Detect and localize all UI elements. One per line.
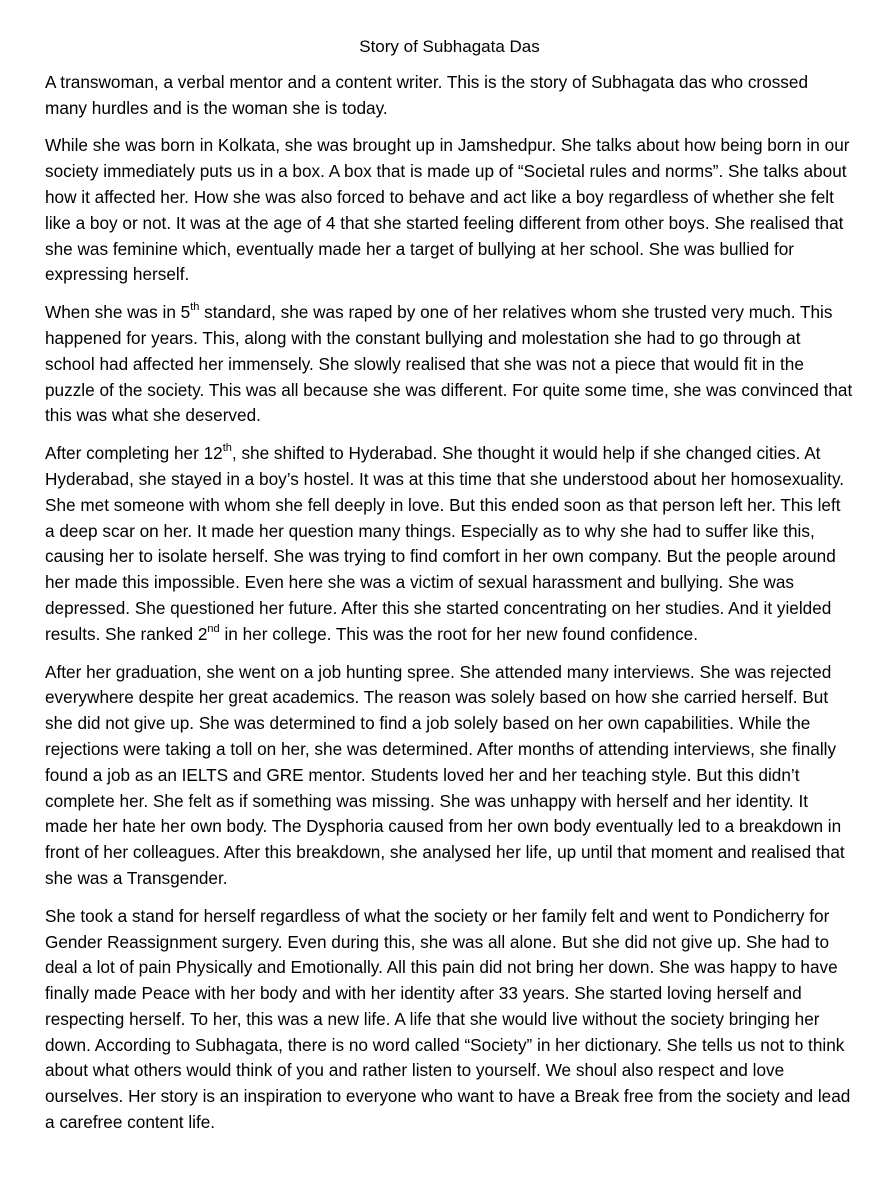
ordinal-superscript: th xyxy=(222,442,232,455)
paragraph-text: standard, she was raped by one of her relatives whom she trusted very much. This happened for years. This, along with the constant bullying and molestation she had to go through at school had affected her immensely. She slowly realised that she was not a piece that would fit in the puzzle of the society. This was all because she was different. For quite some time, she was convinced that this was what she deserved. xyxy=(45,302,853,426)
ordinal-superscript: nd xyxy=(207,623,220,635)
paragraph-text: A transwoman, a verbal mentor and a content writer. This is the story of Subhagata das who crossed many hurdles and is the woman she is today. xyxy=(45,71,809,118)
paragraph-transition xyxy=(45,904,854,1136)
paragraph-text: , she shifted to Hyderabad. She thought it would help if she changed cities. At Hyderabad, she stayed in a boy’s hostel. It was at this time that she understood about her homosexuality. She met someone with whom she fell deeply in love. But this ended soon as that person left her. This left a deep scar on her. It made her question many things. Especially as to why she had to suffer like this, causing her to isolate herself. She was trying to find comfort in her own company. But the people around her made this impossible. Even here she was a victim of sexual harassment and bullying. She was depressed. She questioned her future. After this she started concentrating on her studies. And it yielded results. She ranked 2 xyxy=(45,443,845,644)
paragraph-childhood xyxy=(45,133,854,288)
paragraph-text: When she was in 5 xyxy=(45,302,191,323)
paragraph-intro xyxy=(45,70,854,122)
paragraph-career xyxy=(45,660,854,892)
paragraph-text: After completing her 12 xyxy=(45,443,223,464)
ordinal-superscript: th xyxy=(190,301,200,314)
paragraph-text: in her college. This was the root for her new found confidence. xyxy=(219,623,699,644)
paragraph-text: While she was born in Kolkata, she was brought up in Jamshedpur. She talks about how being born in our society immediately puts us in a box. A box that is made up of “Societal rules and norms”. She talks about how it affected her. How she was also forced to behave and act like a boy regardless of whether she felt like a boy or not. It was at the age of 4 that she started feeling different from other boys. She realised that she was feminine which, eventually made her a target of bullying at her school. She was bullied for expressing herself. xyxy=(45,135,850,285)
paragraph-text: After her graduation, she went on a job hunting spree. She attended many interviews. She was rejected everywhere despite her great academics. The reason was solely based on how she carried herself. But she did not give up. She was determined to find a job solely based on her own capabilities. While the rejections were taking a toll on her, she was determined. After months of attending interviews, she finally found a job as an IELTS and GRE mentor. Students loved her and her teaching style. But this didn’t complete her. She felt as if something was missing. She was unhappy with herself and her identity. It made her hate her own body. The Dysphoria caused from her own body eventually led to a breakdown in front of her colleagues. After this breakdown, she analysed her life, up until that moment and realised that she was a Transgender. xyxy=(45,661,845,888)
paragraph-text: She took a stand for herself regardless of what the society or her family felt and went to Pondicherry for Gender Reassignment surgery. Even during this, she was all alone. But she did not give up. She had to deal a lot of pain Physically and Emotionally. All this pain did not bring her down. She was happy to have finally made Peace with her body and with her identity after 33 years. She started loving herself and respecting herself. To her, this was a new life. A life that she would live without the society bringing her down. According to Subhagata, there is no word called “Society” in her dictionary. She tells us not to think about what others would think of you and rather listen to yourself. We shoul also respect and love ourselves. Her story is an inspiration to everyone who want to have a Break free from the society and lead a carefree content life. xyxy=(45,905,851,1133)
paragraph-school-abuse xyxy=(45,300,854,429)
paragraph-hyderabad xyxy=(45,441,854,647)
document-title: Story of Subhagata Das xyxy=(359,37,540,56)
